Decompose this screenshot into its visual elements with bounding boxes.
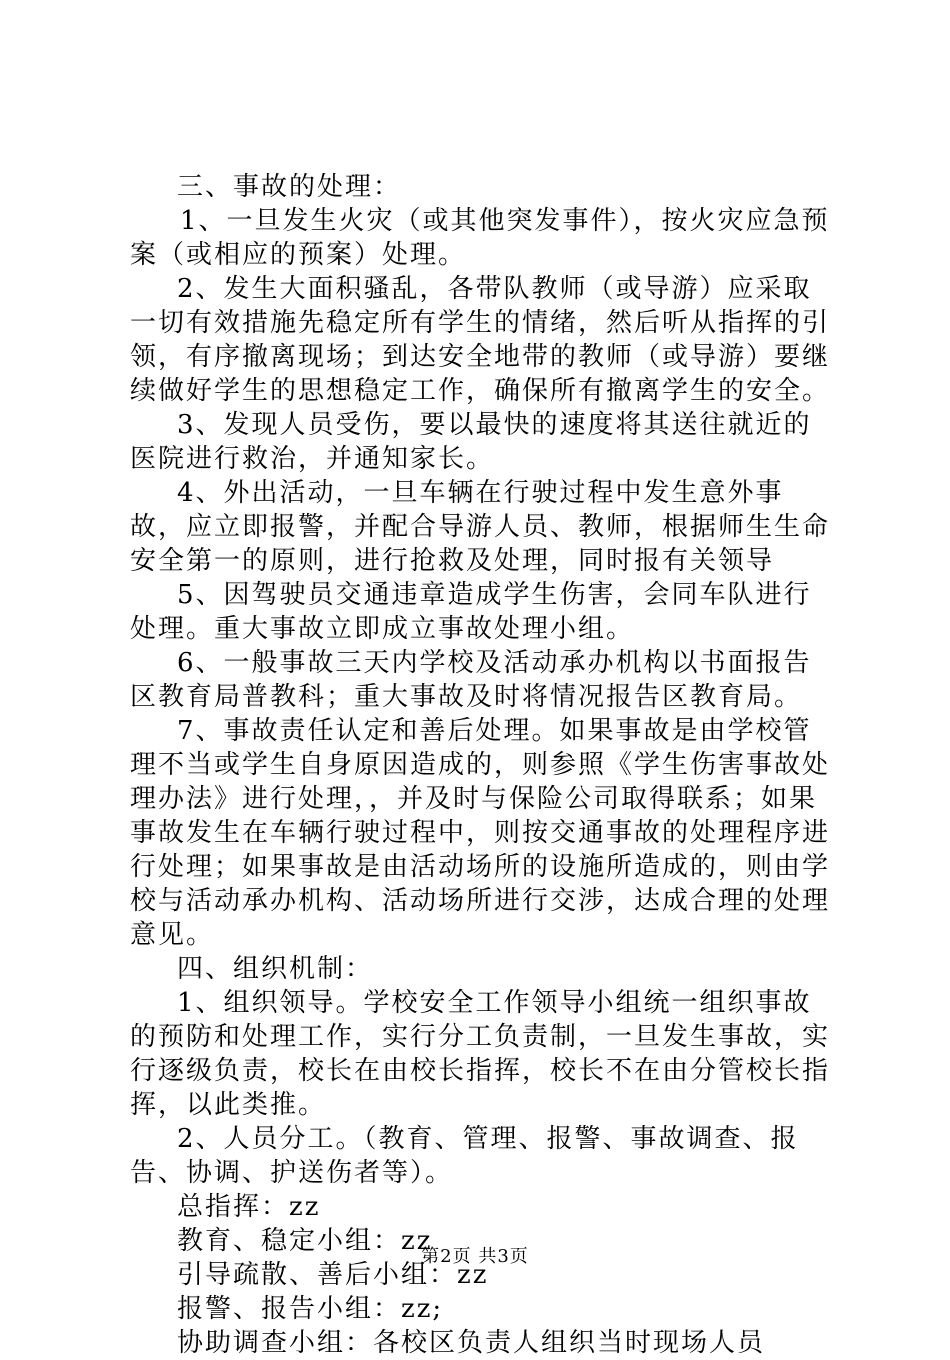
paragraph-org-leadership: 1、组织领导。学校安全工作领导小组统一组织事故的预防和处理工作，实行分工负责制，一旦发生事故，实行逐级负责，校长在由校长指挥，校长不在由分管校长指挥，以此类推。 — [130, 988, 831, 1120]
page-number-footer: 第2页 共3页 — [421, 1246, 529, 1267]
section-heading-accident-handling: 三、事故的处理： — [177, 172, 402, 202]
section-heading-organization: 四、组织机制： — [177, 954, 374, 984]
paragraph-investigation-group: 协助调查小组：各校区负责人组织当时现场人员 — [177, 1328, 766, 1358]
paragraph-org-division: 2、人员分工。（教育、管理、报警、事故调查、报告、协调、护送伤者等）。 — [130, 1124, 799, 1188]
paragraph-item-5-driver: 5、因驾驶员交通违章造成学生伤害，会同车队进行处理。重大事故立即成立事故处理小组。 — [130, 580, 812, 644]
paragraph-item-7-liability: 7、事故责任认定和善后处理。如果事故是由学校管理不当或学生自身原因造成的，则参照《学生伤害事故处理办法》进行处理，，并及时与保险公司取得联系；如果事故发生在车辆行驶过程中，则按交通事故的处理程序进行处理；如果事故是由活动场所的设施所造成的，则由学校与活动承办机构、活动场所进行交涉，达成合理的处理意见。 — [130, 716, 831, 950]
paragraph-alarm-group: 报警、报告小组：zz; — [177, 1294, 444, 1324]
paragraph-item-4-vehicle: 4、外出活动，一旦车辆在行驶过程中发生意外事故，应立即报警，并配合导游人员、教师，根据师生生命安全第一的原则，进行抢救及处理，同时报有关领导 — [130, 478, 831, 576]
paragraph-commander: 总指挥：zz — [177, 1192, 321, 1222]
paragraph-item-6-report: 6、一般事故三天内学校及活动承办机构以书面报告区教育局普教科；重大事故及时将情况报告区教育局。 — [130, 648, 812, 712]
paragraph-item-1-fire: 1、一旦发生火灾（或其他突发事件），按火灾应急预案（或相应的预案）处理。 — [130, 206, 830, 270]
paragraph-item-3-injury: 3、发现人员受伤，要以最快的速度将其送往就近的医院进行救治，并通知家长。 — [130, 410, 812, 474]
paragraph-evacuation-group: 引导疏散、善后小组：zz — [177, 1260, 489, 1290]
paragraph-item-2-disorder: 2、发生大面积骚乱，各带队教师（或导游）应采取一切有效措施先稳定所有学生的情绪，然后听从指挥的引领，有序撤离现场；到达安全地带的教师（或导游）要继续做好学生的思想稳定工作，确保所有撤离学生的安全。 — [130, 274, 831, 406]
paragraph-education-group: 教育、稳定小组：zz — [177, 1226, 433, 1256]
document-body — [130, 170, 835, 1360]
